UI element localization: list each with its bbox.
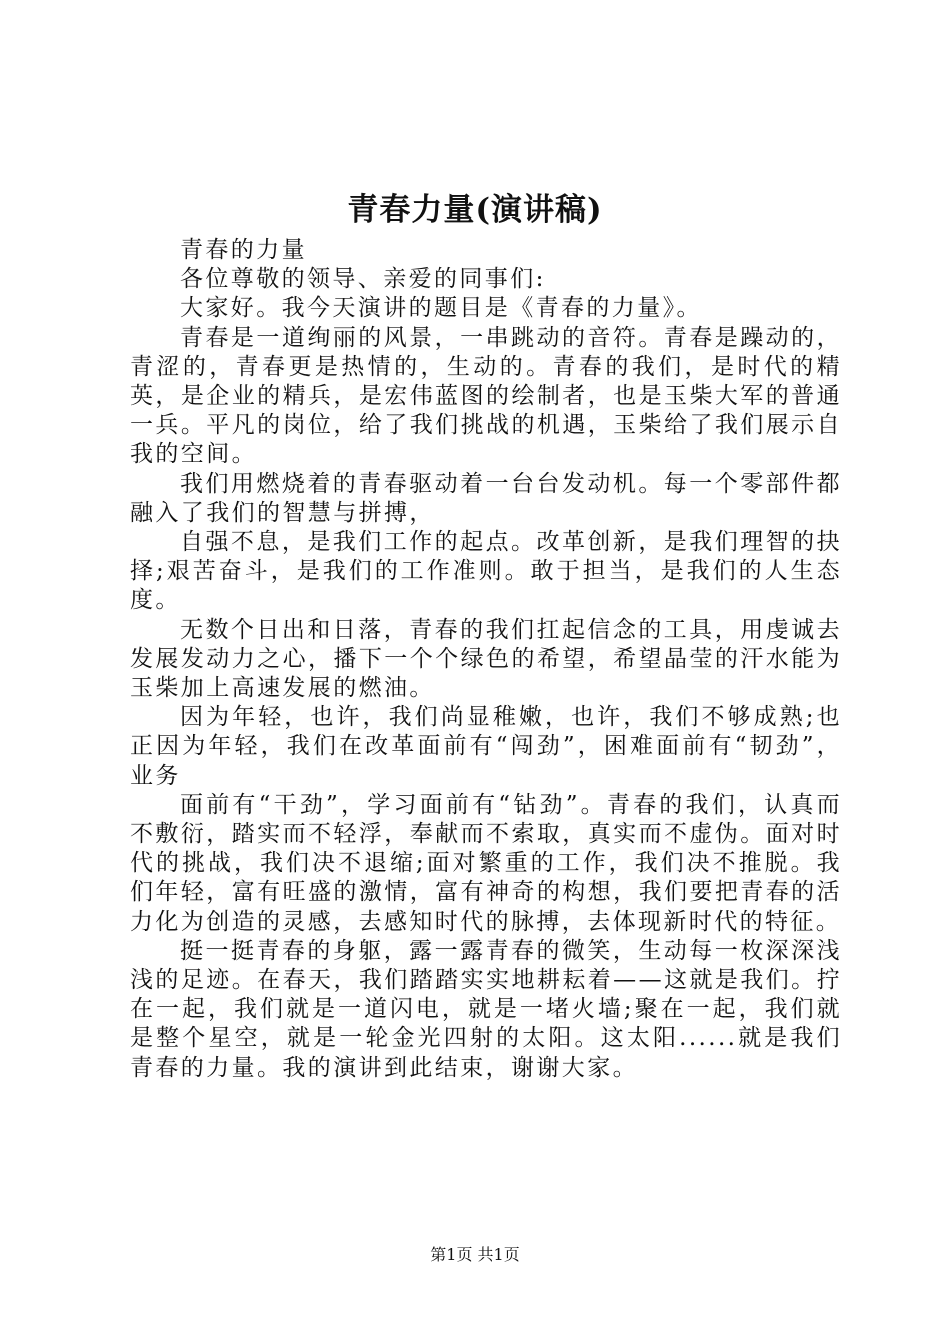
- paragraph-greeting: 大家好。我今天演讲的题目是《青春的力量》。: [180, 295, 702, 322]
- paragraph: 无数个日出和日落，青春的我们扛起信念的工具，用虔诚去发展发动力之心，播下一个个绿色的希望，希望晶莹的汗水能为玉柴加上高速发展的燃油。: [130, 616, 842, 702]
- paragraph-heading: 青春的力量: [180, 237, 307, 263]
- paragraph: 自强不息，是我们工作的起点。改革创新，是我们理智的抉择;艰苦奋斗，是我们的工作准则。敢于担当，是我们的人生态度。: [130, 529, 842, 614]
- document-body: [130, 236, 842, 1083]
- paragraph: 面前有“干劲”，学习面前有“钻劲”。青春的我们，认真而不敷衍，踏实而不轻浮，奉献而不索取，真实而不虚伪。面对时代的挑战，我们决不退缩;面对繁重的工作，我们决不推脱。我们年轻，富有旺盛的激情，富有神奇的构想，我们要把青春的活力化为创造的灵感，去感知时代的脉搏，去体现新时代的特征。: [130, 791, 842, 935]
- paragraph-closing: 挺一挺青春的身躯，露一露青春的微笑，生动每一枚深深浅浅的足迹。在春天，我们踏踏实实地耕耘着——这就是我们。拧在一起，我们就是一道闪电，就是一堵火墙;聚在一起，我们就是整个星空，就是一轮金光四射的太阳。这太阳......就是我们青春的力量。我的演讲到此结束，谢谢大家。: [130, 937, 842, 1081]
- document-title: 青春力量(演讲稿): [347, 192, 603, 228]
- paragraph-salutation: 各位尊敬的领导、亲爱的同事们:: [180, 266, 546, 293]
- page-number: 第1页 共1页: [430, 1245, 520, 1264]
- paragraph: 因为年轻，也许，我们尚显稚嫩，也许，我们不够成熟;也正因为年轻，我们在改革面前有“闯劲”，困难面前有“韧劲”，业务: [130, 704, 842, 789]
- paragraph: 青春是一道绚丽的风景，一串跳动的音符。青春是躁动的，青涩的，青春更是热情的，生动的。青春的我们，是时代的精英，是企业的精兵，是宏伟蓝图的绘制者，也是玉柴大军的普通一兵。平凡的岗位，给了我们挑战的机遇，玉柴给了我们展示自我的空间。: [130, 324, 842, 468]
- paragraph: 我们用燃烧着的青春驱动着一台台发动机。每一个零部件都融入了我们的智慧与拼搏，: [130, 470, 842, 526]
